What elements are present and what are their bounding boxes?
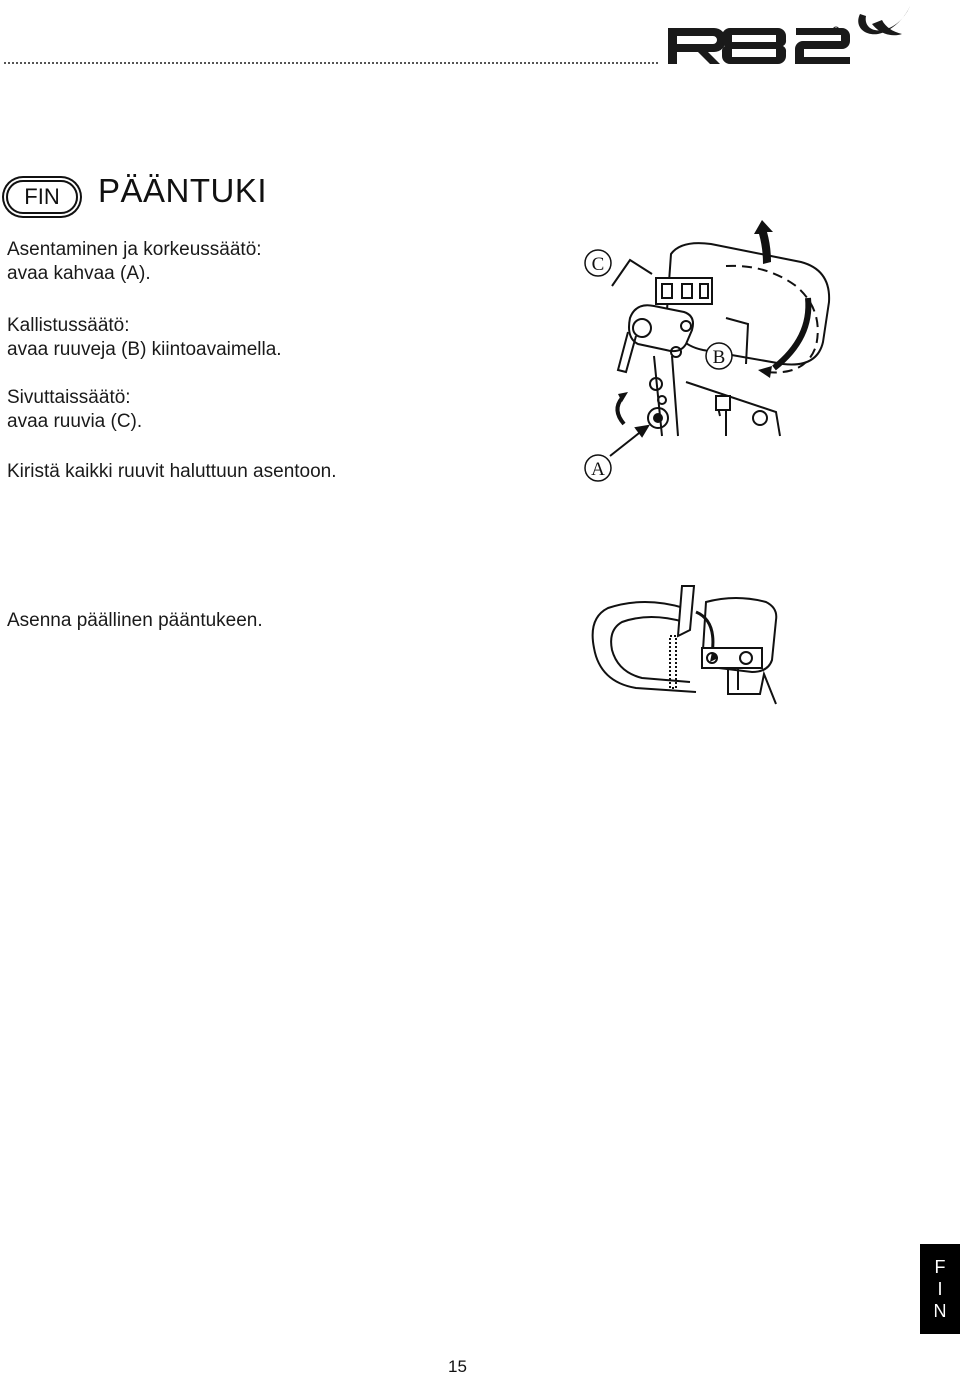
- instruction-lateral: Sivuttaissäätö: avaa ruuvia (C).: [7, 387, 143, 432]
- instruction-cover: Asenna päällinen pääntukeen.: [7, 610, 263, 631]
- label-a: A: [591, 459, 605, 480]
- header-dotted-rule: [4, 62, 658, 64]
- label-b: B: [712, 347, 726, 368]
- instruction-mounting: Asentaminen ja korkeussäätö: avaa kahvaa (A).: [7, 239, 262, 284]
- page-title: PÄÄNTUKI: [98, 172, 268, 209]
- instruction-tighten: Kiristä kaikki ruuvit haluttuun asentoon.: [7, 461, 337, 482]
- instruction-tilt: Kallistussäätö: avaa ruuveja (B) kiintoavaimella.: [7, 315, 282, 360]
- headrest-adjustment-illustration: [576, 206, 836, 496]
- language-badge: FIN: [6, 180, 78, 214]
- label-c: C: [591, 254, 605, 275]
- page-number: 15: [448, 1357, 467, 1376]
- language-side-tab: F I N: [920, 1244, 960, 1334]
- cover-installation-illustration: [586, 582, 786, 727]
- r82-logo: [664, 2, 914, 70]
